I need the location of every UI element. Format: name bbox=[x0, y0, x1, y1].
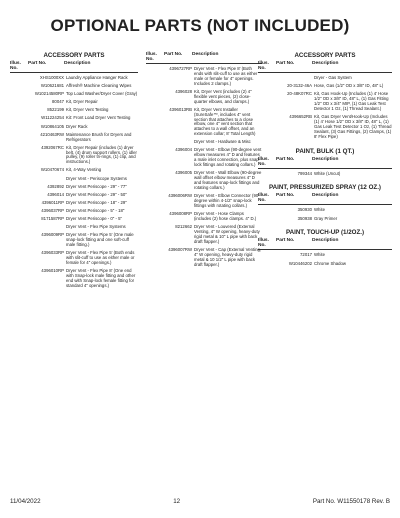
part-description: Dryer Vent Periscope - 29" - 77" bbox=[66, 183, 127, 189]
part-number: 4392892 bbox=[47, 183, 64, 189]
table-row bbox=[10, 251, 138, 266]
part-description: Dryer Vent - Wall Elbow (90-degree wall offset elbow measures 4" D and features snap-lock fittings and rotating collars.) bbox=[194, 170, 262, 190]
table-row bbox=[10, 168, 138, 173]
illus-number bbox=[10, 185, 26, 190]
table-header bbox=[10, 61, 138, 73]
part-no-header: Part No. bbox=[276, 61, 295, 66]
part-description: White bbox=[314, 252, 325, 258]
footer-date: 11/04/2022 bbox=[10, 498, 41, 505]
table-row bbox=[10, 225, 138, 230]
parts-list bbox=[258, 253, 392, 266]
table-row bbox=[10, 233, 138, 248]
part-description: Kit, Dryer Vent (includes (2) 4" flexible vent pieces, (2) close-quarter elbows, and clamps.) bbox=[194, 88, 252, 104]
illus-number bbox=[10, 209, 26, 214]
accessory-parts-column-3 bbox=[258, 52, 392, 270]
illus-number bbox=[10, 76, 26, 81]
part-number: XHS1000XX bbox=[39, 75, 64, 80]
part-number: 8522199 bbox=[47, 107, 64, 113]
table-header bbox=[146, 52, 262, 64]
part-description: Dryer Vent - Louvered (External Venting, 4" W opening, heavy-duty rigid metal & 10" L pipe with back draft flapper.) bbox=[194, 223, 260, 244]
table-row bbox=[146, 148, 262, 168]
illus-number bbox=[146, 67, 162, 87]
part-description: Dryer Vent - Flex Pipe 8' (One end with Snap-lock male fitting and other end with Snap-lock female fitting for standard 4" openings.) bbox=[66, 268, 136, 288]
description-header: Description bbox=[312, 156, 339, 162]
part-number: W10470674 bbox=[40, 167, 64, 173]
part-no-header: Part No. bbox=[276, 193, 295, 199]
table-header bbox=[258, 238, 392, 250]
table-row bbox=[10, 193, 138, 198]
part-description: Dryer Vent - Flex Pipe 5' (Both ends with slit-cuff to use as either male or female for 4" openings.) bbox=[66, 250, 135, 265]
part-number: 4396033RP bbox=[41, 250, 64, 256]
table-row bbox=[10, 116, 138, 121]
illus-number bbox=[10, 269, 26, 289]
part-description: Kit, Dryer Vent Testing bbox=[66, 107, 109, 113]
illus-number bbox=[146, 108, 162, 137]
table-row bbox=[10, 76, 138, 81]
table-row bbox=[146, 67, 262, 87]
illus-number bbox=[10, 177, 26, 182]
part-number bbox=[162, 140, 194, 145]
table-row bbox=[258, 217, 392, 222]
part-no-header: Part No. bbox=[276, 238, 295, 244]
paint-sections bbox=[258, 148, 392, 267]
part-number: 4396010RP bbox=[41, 268, 64, 274]
section-title: ACCESSORY PARTS bbox=[294, 52, 356, 59]
parts-list bbox=[10, 76, 138, 289]
table-row bbox=[146, 225, 262, 245]
part-description: White bbox=[314, 207, 325, 213]
part-description: Kit, Dryer Vent Installer (SureSafe™, includes 4" vent section that attaches to a close elbow, one 4" vent section that attaches to a wall offset, and an extension collar; 8' Total Length) bbox=[194, 106, 256, 137]
part-description: Affresh® Machine Cleaning Wipes bbox=[66, 83, 132, 89]
part-description: Dryer Vent - Flex Pipe Systems bbox=[66, 224, 126, 230]
illus-number bbox=[258, 208, 274, 213]
parts-list bbox=[258, 208, 392, 221]
section-title: ACCESSORY PARTS bbox=[43, 52, 105, 59]
illus-number bbox=[146, 90, 162, 105]
part-number bbox=[26, 225, 66, 230]
table-row bbox=[146, 90, 262, 105]
part-number: 8171587RP bbox=[41, 216, 64, 222]
part-description: Dryer - Gas System bbox=[314, 75, 352, 80]
table-row bbox=[146, 248, 262, 268]
part-number: 4396006RW bbox=[168, 193, 192, 199]
illus-header: Illus. No. bbox=[146, 52, 157, 62]
part-description: Dryer Vent - Periscope Systems bbox=[66, 175, 127, 181]
table-row bbox=[10, 108, 138, 113]
part-description: Dryer Vent Periscope - 18" - 29" bbox=[66, 199, 127, 205]
part-number: 4210463RW bbox=[40, 131, 64, 137]
table-row bbox=[10, 217, 138, 222]
part-number: 4392067RC bbox=[41, 144, 64, 150]
illus-header: Illus. No. bbox=[258, 61, 269, 71]
part-description: Kit, Dryer Repair bbox=[66, 99, 98, 105]
part-number: 4396037RP bbox=[41, 207, 64, 213]
table-row bbox=[10, 185, 138, 190]
part-description: Dryer Vent - Elbow (90-degree vent elbow measures 4" D and features a male inlet connection, plus snap-lock fittings and rotating collars.) bbox=[194, 147, 262, 168]
table-row bbox=[10, 209, 138, 214]
footer-part-number: Part No. W11550178 Rev. B bbox=[312, 498, 390, 505]
accessory-parts-column-2 bbox=[146, 52, 262, 271]
part-number: W10621681 bbox=[40, 83, 64, 89]
illus-number bbox=[10, 116, 26, 121]
illus-number bbox=[146, 148, 162, 168]
part-number: 4396013RB bbox=[169, 106, 192, 112]
table-header bbox=[258, 193, 392, 205]
part-number: 20-48K07RC bbox=[287, 91, 312, 97]
part-description: Dryer Vent Periscope - 0" - 5" bbox=[66, 216, 123, 222]
illus-header: Illus. No. bbox=[258, 238, 269, 249]
table-row bbox=[258, 208, 392, 213]
part-description: Dryer Vent - Flex Pipe 8' (Both ends with slit-cuff to use as either male or female for 4" openings. Includes 2 clamps.) bbox=[194, 66, 258, 86]
part-no-header: Part No. bbox=[28, 61, 47, 66]
table-row bbox=[258, 84, 392, 89]
table-row bbox=[146, 194, 262, 209]
part-number: 4396007RW bbox=[168, 246, 192, 252]
description-header: Description bbox=[64, 61, 91, 66]
part-number: 80047 bbox=[52, 99, 64, 105]
illus-number bbox=[146, 248, 162, 268]
table-row bbox=[258, 115, 392, 140]
description-header: Description bbox=[312, 238, 339, 244]
table-row bbox=[146, 212, 262, 222]
illus-number bbox=[10, 146, 26, 166]
illus-number bbox=[10, 225, 26, 230]
part-number: 4396009RP bbox=[41, 232, 64, 238]
part-description: Dryer Vent - Elbow Connector (90-degree within 4-1/2" snap-lock fittings with rotating collars.) bbox=[194, 193, 260, 208]
illus-number bbox=[10, 201, 26, 206]
illus-number bbox=[258, 92, 274, 112]
illus-number bbox=[10, 168, 26, 173]
illus-number bbox=[258, 172, 274, 177]
table-row bbox=[10, 100, 138, 105]
part-description: Dryer Vent - Cap (External Venting, 4" W opening, heavy-duty rigid metal & 10 1/2" L pipe with back draft flapper.) bbox=[194, 246, 262, 267]
table-row bbox=[10, 92, 138, 97]
parts-list bbox=[258, 172, 392, 177]
illus-number bbox=[258, 217, 274, 222]
part-description: Dryer Vent Periscope - 29" - 50" bbox=[66, 191, 127, 197]
table-row bbox=[10, 125, 138, 130]
illus-header: Illus. No. bbox=[258, 156, 269, 167]
section-title: PAINT, BULK (1 QT.) bbox=[295, 147, 355, 155]
part-no-header: Part No. bbox=[276, 156, 295, 162]
part-number: 4396652RB bbox=[289, 114, 312, 119]
part-number: W11224254 bbox=[41, 115, 64, 121]
table-row bbox=[258, 92, 392, 112]
part-number: 4396014 bbox=[47, 191, 64, 197]
part-description: Dryer Vent - Flex Pipe 5' (One male snap-lock fitting and one soft-cuff male fitting.) bbox=[66, 232, 134, 248]
part-description: Hose, Gas (1/2" OD x 3/8" ID, 48" L) bbox=[314, 83, 384, 89]
illus-number bbox=[146, 194, 162, 209]
part-description: Kit, Gas Hook-Up (Includes (1) 4' Hose 1/2" OD x 3/8" ID, 48" L, (1) Gas Fitting 1/2" OD x 3/4" MIP, (1) Gas Leak Test Detector 1 Oz, (1) Thread Sealant.) bbox=[314, 91, 389, 111]
part-number: 350938 bbox=[297, 215, 312, 221]
illus-number bbox=[258, 253, 274, 258]
illus-number bbox=[10, 133, 26, 143]
part-description: Kit: Front Load Dryer Vent Testing bbox=[66, 115, 131, 121]
part-number: 4396028 bbox=[175, 88, 192, 94]
part-number: W10864105 bbox=[40, 123, 64, 129]
part-number: 4396004 bbox=[175, 147, 192, 153]
part-description: Dryer Rack bbox=[66, 123, 88, 129]
part-number: 8212662 bbox=[175, 223, 192, 229]
part-number: W10446202 bbox=[288, 260, 312, 266]
illus-number bbox=[146, 171, 162, 191]
part-description: Dryer Vent - Hardware & Misc bbox=[194, 139, 251, 145]
part-description: White (Uncut) bbox=[314, 170, 341, 176]
part-number: W10214580RP bbox=[34, 91, 64, 97]
table-row bbox=[258, 253, 392, 258]
illus-number bbox=[146, 212, 162, 222]
footer-page-number: 12 bbox=[173, 498, 181, 505]
illus-number bbox=[10, 100, 26, 105]
illus-number bbox=[258, 115, 274, 140]
part-description: Chrome Shadow bbox=[314, 260, 347, 266]
part-description: Dryer Vent Periscope - 5" - 18" bbox=[66, 207, 125, 213]
description-header: Description bbox=[192, 52, 219, 57]
illus-number bbox=[10, 233, 26, 248]
part-description: Maintenance Brush for Dryers and Refrigerators bbox=[66, 131, 132, 142]
table-row bbox=[146, 108, 262, 137]
section-title: PAINT, PRESSURIZED SPRAY (12 OZ.) bbox=[269, 184, 381, 192]
description-header: Description bbox=[312, 193, 339, 199]
parts-list bbox=[258, 76, 392, 140]
part-number: 799344 bbox=[297, 170, 312, 176]
part-number: 20-3132-46A bbox=[287, 83, 312, 89]
accessory-parts-column-1 bbox=[10, 52, 138, 292]
section-title: PAINT, TOUCH-UP (1/2OZ.) bbox=[285, 229, 365, 237]
part-number: 72017 bbox=[300, 252, 312, 258]
table-row bbox=[10, 133, 138, 143]
illus-number bbox=[10, 125, 26, 130]
part-description: Gray Primer bbox=[314, 215, 338, 221]
part-number bbox=[26, 177, 66, 182]
page-footer bbox=[10, 498, 390, 505]
illus-number bbox=[146, 140, 162, 145]
illus-number bbox=[10, 108, 26, 113]
illus-number bbox=[10, 92, 26, 97]
part-description: Dryer Vent - Hose Clamps (includes (2) hose clamps. 4" D.) bbox=[194, 210, 257, 221]
table-row bbox=[10, 84, 138, 89]
description-header: Description bbox=[312, 61, 339, 66]
illus-number bbox=[146, 225, 162, 245]
illus-number bbox=[10, 251, 26, 266]
table-header bbox=[258, 157, 392, 169]
part-number: 4396008RP bbox=[169, 210, 192, 216]
table-row bbox=[10, 269, 138, 289]
table-row bbox=[146, 171, 262, 191]
table-row bbox=[10, 201, 138, 206]
illus-number bbox=[10, 84, 26, 89]
illus-header: Illus. No. bbox=[10, 61, 21, 71]
table-row bbox=[258, 172, 392, 177]
illus-number bbox=[10, 217, 26, 222]
page-title: OPTIONAL PARTS (NOT INCLUDED) bbox=[50, 16, 350, 35]
illus-header: Illus. No. bbox=[258, 193, 269, 204]
table-row bbox=[258, 76, 392, 81]
part-description: Kit, 4-Way Venting bbox=[66, 167, 102, 173]
table-row bbox=[146, 140, 262, 145]
part-no-header: Part No. bbox=[164, 52, 183, 57]
part-number bbox=[274, 76, 314, 81]
part-number: 4396011RP bbox=[41, 199, 64, 205]
table-row bbox=[258, 262, 392, 267]
part-number: 350930 bbox=[297, 207, 312, 213]
table-row bbox=[10, 177, 138, 182]
illus-number bbox=[258, 84, 274, 89]
table-row bbox=[10, 146, 138, 166]
table-header bbox=[258, 61, 392, 73]
illus-number bbox=[10, 193, 26, 198]
part-number: 4396005 bbox=[175, 170, 192, 176]
part-description: Top Load Washer/Dryer Cover (Gray) bbox=[66, 91, 138, 97]
illus-number bbox=[258, 76, 274, 81]
part-description: Kit, Gas Dryer Vent/Hook-Up (Includes (1) 4' Hose 1/2" OD x 3/8" ID, 48" L, (1) Gas Leak Test Detector 1 Oz, (1) Thread Sealant, (3) Gas Fittings, (2) Clamps, (1) 8' Flex Pipe) bbox=[314, 114, 392, 139]
illus-number bbox=[258, 262, 274, 267]
part-description: Kit, Dryer Repair (includes (1) dryer belt, (4) drum support rollers, (1) idler pulley, (9) roller tri-rings, (1) clip, and instructions.) bbox=[66, 144, 137, 165]
part-number: 4396727RP bbox=[169, 66, 192, 71]
parts-list bbox=[146, 67, 262, 267]
part-description: Laundry Appliance Hanger Rack bbox=[66, 75, 128, 80]
